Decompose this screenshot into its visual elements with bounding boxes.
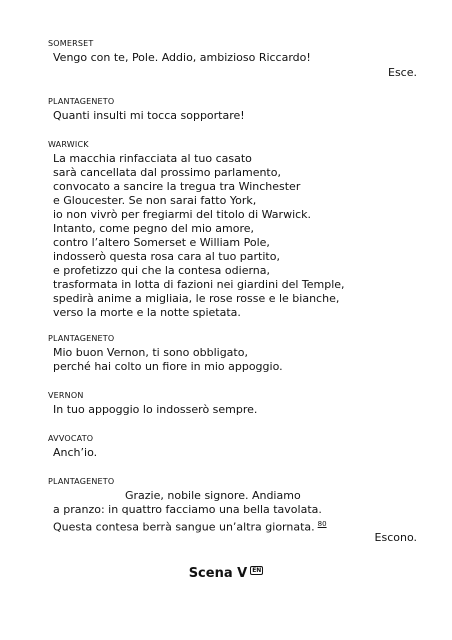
verse-text: Questa contesa berrà sangue un’altra giornata. — [53, 520, 315, 534]
scene-heading — [0, 566, 452, 581]
english-translation-icon[interactable]: EN — [252, 567, 262, 574]
verse-line: In tuo appoggio lo indosserò sempre. — [53, 403, 258, 416]
verse-line: e Gloucester. Se non sarai fatto York, — [53, 194, 257, 207]
speaker-name: SOMERSET — [48, 39, 94, 48]
verse-line: verso la morte e la notte spietata. — [53, 306, 241, 319]
verse-line: spedirà anime a migliaia, le rose rosse e le bianche, — [53, 292, 340, 305]
verse-line: indosserò questa rosa cara al tuo partito, — [53, 250, 280, 263]
verse-line: perché hai colto un fiore in mio appoggio. — [53, 360, 283, 373]
verse-line: Vengo con te, Pole. Addio, ambizioso Riccardo! — [53, 51, 311, 64]
verse-line: io non vivrò per fregiarmi del titolo di Warwick. — [53, 208, 312, 221]
stage-direction: Esce. — [388, 66, 417, 79]
speaker-name: PLANTAGENETO — [48, 477, 115, 486]
verse-line — [53, 517, 327, 535]
footnote-link[interactable]: 80 — [317, 520, 327, 528]
verse-line: Mio buon Vernon, ti sono obbligato, — [53, 346, 248, 359]
verse-line: e profetizzo qui che la contesa odierna, — [53, 264, 270, 277]
verse-line: contro l’altero Somerset e William Pole, — [53, 236, 270, 249]
verse-line: Quanti insulti mi tocca sopportare! — [53, 109, 245, 122]
speaker-name: VERNON — [48, 391, 84, 400]
speaker-name: AVVOCATO — [48, 434, 94, 443]
speaker-name: WARWICK — [48, 140, 89, 149]
verse-line: La macchia rinfacciata al tuo casato — [53, 152, 252, 165]
scene-title: Scena V — [188, 566, 248, 581]
verse-line: Grazie, nobile signore. Andiamo — [125, 489, 301, 502]
speaker-name: PLANTAGENETO — [48, 334, 115, 343]
verse-line: a pranzo: in quattro facciamo una bella tavolata. — [53, 503, 322, 516]
verse-line: sarà cancellata dal prossimo parlamento, — [53, 166, 281, 179]
verse-line: Anch’io. — [53, 446, 98, 459]
stage-direction: Escono. — [374, 531, 417, 544]
verse-line: Intanto, come pegno del mio amore, — [53, 222, 254, 235]
verse-line: trasformata in lotta di fazioni nei giardini del Temple, — [53, 278, 345, 291]
speaker-name: PLANTAGENETO — [48, 97, 115, 106]
verse-line: convocato a sancire la tregua tra Winchester — [53, 180, 301, 193]
